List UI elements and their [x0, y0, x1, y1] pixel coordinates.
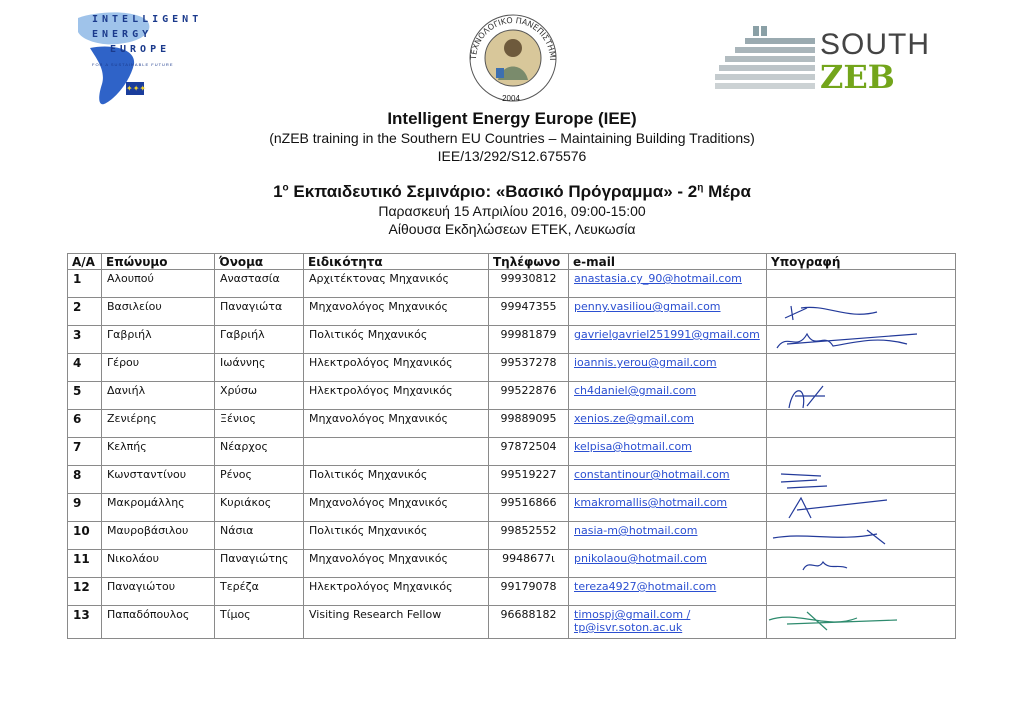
- cell-specialty: Μηχανολόγος Μηχανικός: [304, 410, 489, 438]
- cell-specialty: Μηχανολόγος Μηχανικός: [304, 550, 489, 578]
- table-row: [68, 522, 956, 550]
- cell-specialty: Πολιτικός Μηχανικός: [304, 326, 489, 354]
- table-row: [68, 466, 956, 494]
- cell-no: 2: [68, 298, 102, 326]
- cell-name: Γαβριήλ: [215, 326, 304, 354]
- email-link-secondary[interactable]: tp@isvr.soton.ac.uk: [574, 621, 683, 634]
- cell-name: Χρύσω: [215, 382, 304, 410]
- cell-signature: [767, 270, 956, 298]
- cell-surname: Μακρομάλλης: [102, 494, 215, 522]
- cell-signature: [767, 550, 956, 578]
- header-no: Α/Α: [68, 254, 102, 270]
- cell-signature: [767, 410, 956, 438]
- cell-name: Ξένιος: [215, 410, 304, 438]
- handwritten-signature: [767, 298, 947, 328]
- cell-specialty: Αρχιτέκτονας Μηχανικός: [304, 270, 489, 298]
- cell-surname: Ζενιέρης: [102, 410, 215, 438]
- cell-email: [569, 354, 767, 382]
- seminar-day-word: Μέρα: [703, 182, 751, 201]
- iee-tagline: FOR A SUSTAINABLE FUTURE: [92, 62, 174, 67]
- iee-line-1: INTELLIGENT: [92, 14, 203, 25]
- email-link[interactable]: nasia-m@hotmail.com: [574, 524, 698, 537]
- table-row: [68, 298, 956, 326]
- cell-specialty: Visiting Research Fellow: [304, 606, 489, 639]
- header-name: Όνομα: [215, 254, 304, 270]
- seminar-title-text: Εκπαιδευτικό Σεμινάριο: «Βασικό Πρόγραμμα» - 2: [288, 182, 698, 201]
- cell-signature: [767, 438, 956, 466]
- email-link[interactable]: ioannis.yerou@gmail.com: [574, 356, 717, 369]
- email-link[interactable]: pnikolaou@hotmail.com: [574, 552, 707, 565]
- southzeb-zeb-text: ZEB: [820, 58, 895, 96]
- cell-surname: Νικολάου: [102, 550, 215, 578]
- cell-email: [569, 578, 767, 606]
- seminar-date: Παρασκευή 15 Απριλίου 2016, 09:00-15:00: [378, 203, 646, 219]
- cell-email: [569, 466, 767, 494]
- email-link[interactable]: anastasia.cy_90@hotmail.com: [574, 272, 742, 285]
- table-row: [68, 270, 956, 298]
- handwritten-signature: [767, 466, 947, 496]
- cell-email: [569, 410, 767, 438]
- cell-email: [569, 326, 767, 354]
- cell-signature: [767, 494, 956, 522]
- cell-no: 10: [68, 522, 102, 550]
- table-row: [68, 578, 956, 606]
- cell-name: Ιωάννης: [215, 354, 304, 382]
- cell-signature: [767, 298, 956, 326]
- cell-signature: [767, 382, 956, 410]
- cell-no: 6: [68, 410, 102, 438]
- seminar-title: [0, 182, 1024, 202]
- cell-phone: 97872504: [489, 438, 569, 466]
- cell-specialty: [304, 438, 489, 466]
- header-phone: Τηλέφωνο: [489, 254, 569, 270]
- handwritten-signature: [767, 522, 947, 552]
- cell-email: [569, 298, 767, 326]
- cell-name: Νάσια: [215, 522, 304, 550]
- cell-surname: Κωνσταντίνου: [102, 466, 215, 494]
- email-link[interactable]: penny.vasiliou@gmail.com: [574, 300, 721, 313]
- seal-emblem-icon: [462, 8, 564, 108]
- cell-surname: Δανιήλ: [102, 382, 215, 410]
- cell-specialty: Πολιτικός Μηχανικός: [304, 466, 489, 494]
- email-link[interactable]: timospj@gmail.com /: [574, 608, 691, 621]
- email-link[interactable]: tereza4927@hotmail.com: [574, 580, 717, 593]
- cell-no: 5: [68, 382, 102, 410]
- cell-surname: Μαυροβάσιλου: [102, 522, 215, 550]
- cell-phone: 99537278: [489, 354, 569, 382]
- cell-no: 9: [68, 494, 102, 522]
- cell-no: 13: [68, 606, 102, 639]
- seminar-ordinal-sup: ο: [282, 182, 289, 194]
- cell-signature: [767, 354, 956, 382]
- cell-specialty: Πολιτικός Μηχανικός: [304, 522, 489, 550]
- handwritten-signature: [767, 606, 947, 636]
- cell-surname: Αλουπού: [102, 270, 215, 298]
- cell-no: 7: [68, 438, 102, 466]
- iee-line-2: ENERGY: [92, 29, 153, 40]
- cell-email: [569, 606, 767, 639]
- attendance-table: [67, 253, 956, 639]
- cell-surname: Βασιλείου: [102, 298, 215, 326]
- seal-ring-text: ΤΕΧΝΟΛΟΓΙΚΟ ΠΑΝΕΠΙΣΤΗΜΙ: [468, 15, 558, 61]
- cell-no: 11: [68, 550, 102, 578]
- cell-no: 8: [68, 466, 102, 494]
- cell-phone: 96688182: [489, 606, 569, 639]
- handwritten-signature: [767, 382, 947, 412]
- header-signature: Υπογραφή: [767, 254, 956, 270]
- cell-phone: 9948677ι: [489, 550, 569, 578]
- email-link[interactable]: kelpisa@hotmail.com: [574, 440, 692, 453]
- handwritten-signature: [767, 494, 947, 524]
- cell-no: 4: [68, 354, 102, 382]
- cell-phone: 99930812: [489, 270, 569, 298]
- table-row: [68, 606, 956, 639]
- seminar-venue: Αίθουσα Εκδηλώσεων ΕΤΕΚ, Λευκωσία: [388, 221, 636, 237]
- cell-surname: Παναγιώτου: [102, 578, 215, 606]
- iee-line-3: EUROPE: [110, 44, 171, 55]
- cell-email: [569, 382, 767, 410]
- cell-specialty: Ηλεκτρολόγος Μηχανικός: [304, 578, 489, 606]
- table-row: [68, 438, 956, 466]
- cell-signature: [767, 606, 956, 639]
- cell-email: [569, 494, 767, 522]
- project-code: IEE/13/292/S12.675576: [437, 148, 587, 164]
- cell-email: [569, 522, 767, 550]
- university-seal: [462, 8, 564, 108]
- cell-surname: Παπαδόπουλος: [102, 606, 215, 639]
- iee-wordmark: [92, 12, 202, 57]
- cell-specialty: Μηχανολόγος Μηχανικός: [304, 494, 489, 522]
- handwritten-signature: [767, 326, 947, 356]
- cell-signature: [767, 522, 956, 550]
- seminar-day-sup: η: [697, 182, 704, 194]
- southzeb-south-text: SOUTH: [820, 28, 930, 61]
- table-row: [68, 326, 956, 354]
- table-row: [68, 550, 956, 578]
- cell-specialty: Μηχανολόγος Μηχανικός: [304, 298, 489, 326]
- project-title: Intelligent Energy Europe (IEE): [387, 109, 637, 128]
- email-link[interactable]: xenios.ze@gmail.com: [574, 412, 695, 425]
- email-link[interactable]: constantinour@hotmail.com: [574, 468, 730, 481]
- cell-signature: [767, 326, 956, 354]
- header-email: e-mail: [569, 254, 767, 270]
- table-row: [68, 382, 956, 410]
- cell-email: [569, 550, 767, 578]
- cell-phone: 99852552: [489, 522, 569, 550]
- cell-phone: 99981879: [489, 326, 569, 354]
- seal-year: 2004: [502, 94, 520, 103]
- table-row: [68, 494, 956, 522]
- cell-surname: Κελπής: [102, 438, 215, 466]
- cell-name: Τερέζα: [215, 578, 304, 606]
- cell-email: [569, 270, 767, 298]
- handwritten-signature: [767, 550, 947, 580]
- cell-name: Παναγιώτα: [215, 298, 304, 326]
- cell-no: 12: [68, 578, 102, 606]
- project-subtitle: (nZEB training in the Southern EU Countries – Maintaining Building Traditions): [269, 130, 755, 146]
- seminar-ordinal: 1: [273, 182, 283, 201]
- cell-name: Τίμος: [215, 606, 304, 639]
- cell-phone: 99889095: [489, 410, 569, 438]
- cell-surname: Γαβριήλ: [102, 326, 215, 354]
- cell-signature: [767, 466, 956, 494]
- cell-phone: 99947355: [489, 298, 569, 326]
- cell-phone: 99522876: [489, 382, 569, 410]
- cell-specialty: Ηλεκτρολόγος Μηχανικός: [304, 354, 489, 382]
- cell-name: Παναγιώτης: [215, 550, 304, 578]
- cell-signature: [767, 578, 956, 606]
- building-stack-icon: [715, 26, 815, 96]
- cell-name: Νέαρχος: [215, 438, 304, 466]
- cell-no: 1: [68, 270, 102, 298]
- cell-name: Κυριάκος: [215, 494, 304, 522]
- cell-specialty: Ηλεκτρολόγος Μηχανικός: [304, 382, 489, 410]
- table-row: [68, 354, 956, 382]
- email-link[interactable]: ch4daniel@gmail.com: [574, 384, 697, 397]
- cell-phone: 99179078: [489, 578, 569, 606]
- table-row: [68, 410, 956, 438]
- cell-email: [569, 438, 767, 466]
- cell-name: Ρένος: [215, 466, 304, 494]
- email-link[interactable]: gavrielgavriel251991@gmail.com: [574, 328, 760, 341]
- cell-name: Αναστασία: [215, 270, 304, 298]
- cell-surname: Γέρου: [102, 354, 215, 382]
- eu-flag-icon: ✦✦✦: [126, 84, 147, 93]
- cell-phone: 99516866: [489, 494, 569, 522]
- header-surname: Επώνυμο: [102, 254, 215, 270]
- email-link[interactable]: kmakromallis@hotmail.com: [574, 496, 728, 509]
- table-header-row: [68, 254, 956, 270]
- cell-no: 3: [68, 326, 102, 354]
- cell-phone: 99519227: [489, 466, 569, 494]
- header-specialty: Ειδικότητα: [304, 254, 489, 270]
